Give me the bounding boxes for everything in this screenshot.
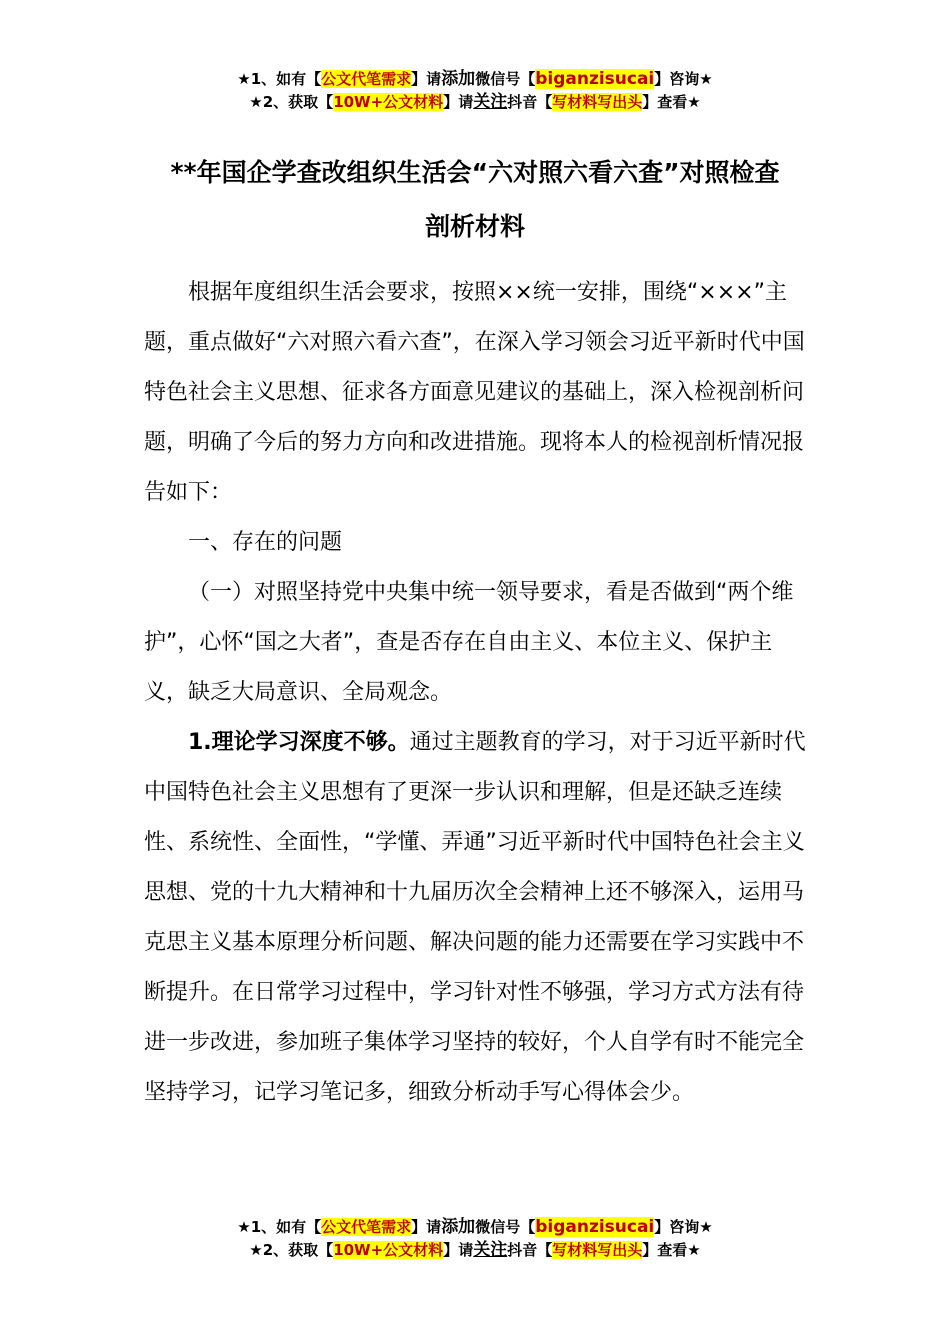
highlight-materials: 10W+公文材料 xyxy=(333,93,444,111)
highlight-wechat-id: biganzisucai xyxy=(535,69,655,89)
title-line-2: 剖析材料 xyxy=(424,212,525,241)
footer-banner xyxy=(0,1216,950,1262)
highlight-douyin-account: 写材料写出头 xyxy=(552,93,643,111)
highlight-ghostwriting: 公文代笔需求 xyxy=(321,70,412,88)
document-body xyxy=(144,268,806,1118)
highlight-wechat-id: biganzisucai xyxy=(535,1217,655,1237)
highlight-materials: 10W+公文材料 xyxy=(333,1241,444,1259)
highlight-douyin-account: 写材料写出头 xyxy=(552,1241,643,1259)
banner-line-1: ★1、如有【公文代笔需求】请添加微信号【biganzisucai】咨询★ xyxy=(237,1217,713,1237)
banner-line-1: ★1、如有【公文代笔需求】请添加微信号【biganzisucai】咨询★ xyxy=(237,69,713,89)
section-heading: 一、存在的问题 xyxy=(188,530,343,555)
title-line-1: **年国企学查改组织生活会“六对照六看六查”对照检查 xyxy=(170,158,780,187)
document-title xyxy=(110,146,840,254)
item-paragraph xyxy=(144,718,806,1118)
subsection-heading: （一）对照坚持党中央集中统一领导要求，看是否做到“两个维护”，心怀“国之大者”，查是否存在自由主义、本位主义、保护主义，缺乏大局意识、全局观念。 xyxy=(144,580,794,705)
header-banner xyxy=(0,68,950,114)
highlight-ghostwriting: 公文代笔需求 xyxy=(321,1218,412,1236)
banner-line-2: ★2、获取【10W+公文材料】请关注抖音【写材料写出头】查看★ xyxy=(249,92,701,112)
banner-line-2: ★2、获取【10W+公文材料】请关注抖音【写材料写出头】查看★ xyxy=(249,1240,701,1260)
item-text: 通过主题教育的学习，对于习近平新时代中国特色社会主义思想有了更深一步认识和理解，但是还缺乏连续性、系统性、全面性，“学懂、弄通”习近平新时代中国特色社会主义思想、党的十九大精神和十九届历次全会精神上还不够深入，运用马克思主义基本原理分析问题、解决问题的能力还需要在学习实践中不断提升。在日常学习过程中，学习针对性不够强，学习方式方法有待进一步改进，参加班子集体学习坚持的较好，个人自学有时不能完全坚持学习，记学习笔记多，细致分析动手写心得体会少。 xyxy=(144,730,806,1105)
intro-paragraph: 根据年度组织生活会要求，按照××统一安排，围绕“×××”主题，重点做好“六对照六看六查”，在深入学习领会习近平新时代中国特色社会主义思想、征求各方面意见建议的基础上，深入检视剖析问题，明确了今后的努力方向和改进措施。现将本人的检视剖析情况报告如下： xyxy=(144,280,805,505)
item-heading: 1.理论学习深度不够。 xyxy=(188,730,410,755)
